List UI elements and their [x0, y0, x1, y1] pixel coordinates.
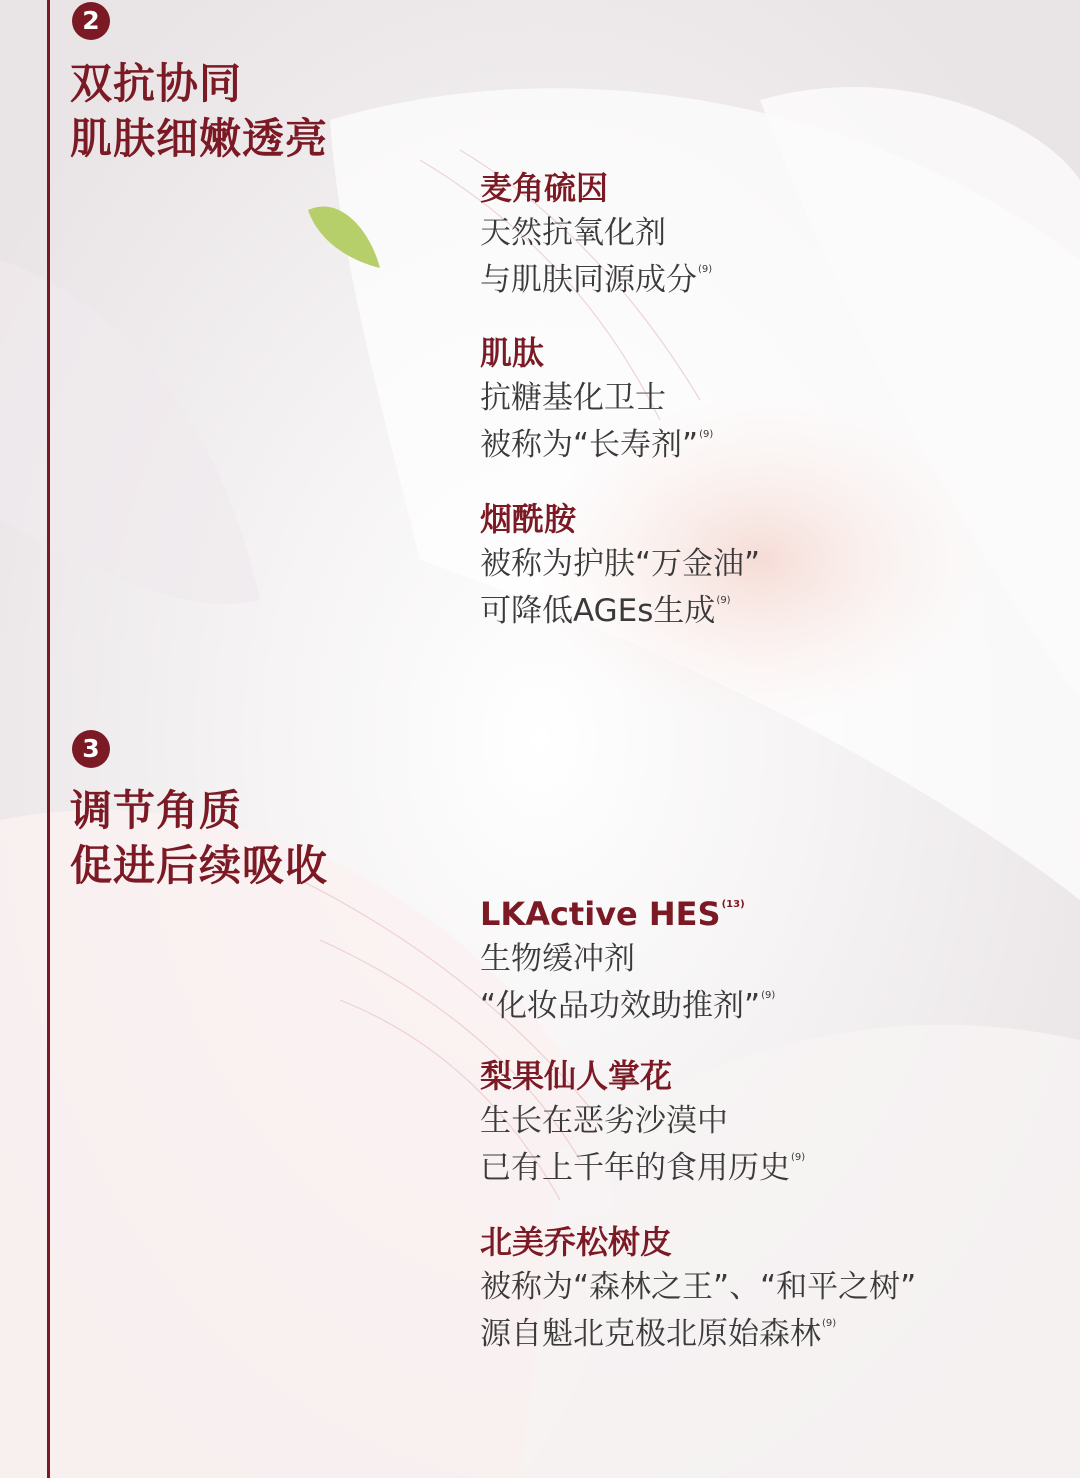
- section-number-badge: 3: [72, 730, 110, 768]
- ingredient-desc: 被称为“长寿剂”$^{(9)}$: [480, 427, 714, 463]
- ingredient-title: 肌肽: [480, 334, 545, 372]
- ingredient-item: [480, 1220, 916, 1358]
- ingredient-title: 梨果仙人掌花: [480, 1057, 673, 1095]
- ingredient-item: [480, 166, 712, 304]
- section-heading: [70, 56, 328, 166]
- ingredient-title: 麦角硫因: [480, 169, 609, 207]
- ingredient-desc: 被称为护肤“万金油”: [480, 546, 761, 582]
- heading-line: 肌肤细嫩透亮: [70, 114, 329, 163]
- heading-line: 促进后续吸收: [70, 841, 329, 890]
- reference-mark: (9): [716, 595, 731, 606]
- reference-mark: (9): [699, 429, 714, 440]
- ingredient-desc: 被称为“森林之王”、“和平之树”: [480, 1269, 917, 1305]
- ingredient-title: 北美乔松树皮: [480, 1223, 673, 1261]
- section-heading: [70, 783, 328, 893]
- ingredient-desc: 已有上千年的食用历史$^{(9)}$: [480, 1150, 806, 1186]
- ingredient-desc: 抗糖基化卫士: [480, 380, 666, 416]
- ingredient-item: [480, 331, 713, 469]
- ingredient-title: LKActive HES$^{(13)}$: [480, 895, 745, 933]
- ingredient-desc: 与肌肤同源成分$^{(9)}$: [480, 262, 713, 298]
- ingredient-item: [480, 1054, 805, 1192]
- reference-mark: (9): [698, 264, 713, 275]
- ingredient-desc: 生长在恶劣沙漠中: [480, 1103, 728, 1139]
- ingredient-desc: 可降低AGEs生成$^{(9)}$: [480, 593, 731, 629]
- reference-mark: (9): [822, 1318, 837, 1329]
- ingredient-item: [480, 497, 760, 635]
- ingredient-desc: 源自魁北克极北原始森林$^{(9)}$: [480, 1316, 837, 1352]
- ingredient-desc: 生物缓冲剂: [480, 941, 635, 977]
- reference-mark: (9): [791, 1152, 806, 1163]
- heading-line: 调节角质: [70, 786, 243, 835]
- reference-mark: (9): [761, 990, 776, 1001]
- ingredient-title: 烟酰胺: [480, 500, 577, 538]
- section-number-badge: 2: [72, 2, 110, 40]
- ingredient-desc: 天然抗氧化剂: [480, 215, 666, 251]
- reference-mark: (13): [721, 899, 745, 910]
- vertical-accent-line: [47, 0, 50, 1478]
- heading-line: 双抗协同: [70, 59, 243, 108]
- ingredient-item: [480, 892, 775, 1030]
- ingredient-desc: “化妆品功效助推剂”$^{(9)}$: [480, 988, 776, 1024]
